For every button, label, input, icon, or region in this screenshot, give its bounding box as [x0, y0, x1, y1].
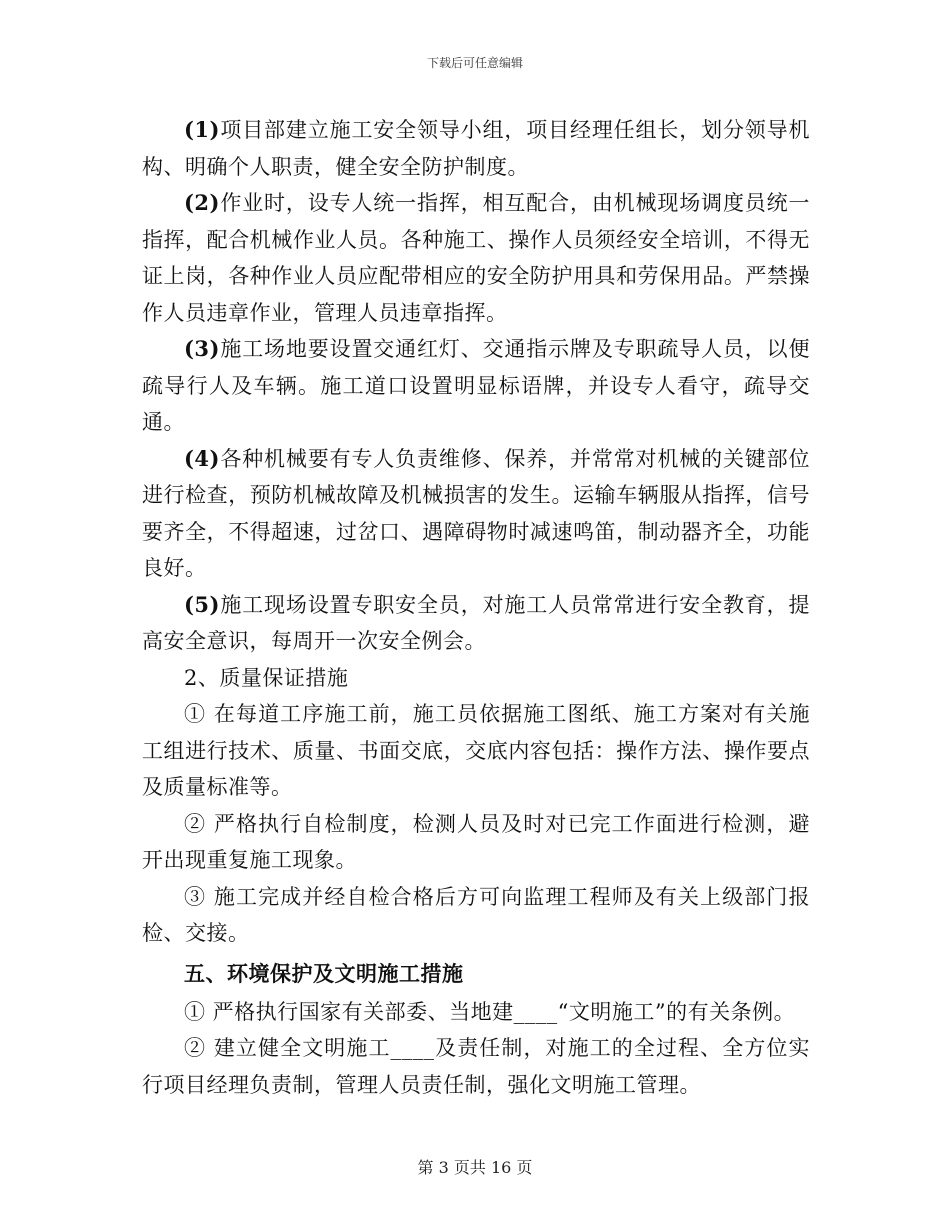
- paragraph-4: [142, 441, 810, 587]
- paragraph-text: ③ 施工完成并经自检合格后方可向监理工程师及有关上级部门报检、交接。: [142, 884, 810, 945]
- document-body: [142, 112, 810, 1103]
- paragraph-text: 项目部建立施工安全领导小组，项目经理任组长，划分领导机构、明确个人职责，健全安全防护制度。: [142, 118, 810, 179]
- paragraph-text: 施工现场设置专职安全员，对施工人员常常进行安全教育，提高安全意识，每周开一次安全例会。: [142, 592, 810, 653]
- quality-item-3: [142, 879, 810, 952]
- environment-item-2: [142, 1030, 810, 1103]
- item-number: (2): [184, 190, 220, 215]
- section-heading: 五、环境保护及文明施工措施: [184, 961, 464, 986]
- paragraph-text: ① 在每道工序施工前，施工员依据施工图纸、施工方案对有关施工组进行技术、质量、书面交底，交底内容包括：操作方法、操作要点及质量标准等。: [142, 702, 810, 799]
- paragraph-5: [142, 587, 810, 660]
- item-number: (4): [184, 445, 220, 471]
- paragraph-text: 2、质量保证措施: [184, 665, 349, 690]
- paragraph-text: 各种机械要有专人负责维修、保养，并常常对机械的关键部位进行检查，预防机械故障及机械损害的发生。运输车辆服从指挥，信号要齐全，不得超速，过岔口、遇障碍物时减速鸣笛，制动器齐全，功能良好。: [142, 446, 810, 580]
- quality-subheading: [142, 660, 810, 697]
- paragraph-text: ① 严格执行国家有关部委、当地建____“文明施工”的有关条例。: [184, 999, 796, 1024]
- paragraph-2: [142, 185, 810, 331]
- item-number: (3): [184, 336, 220, 361]
- page-header: 下载后可任意编辑: [426, 56, 523, 70]
- paragraph-text: ② 严格执行自检制度，检测人员及时对已完工作面进行检测，避开出现重复施工现象。: [142, 811, 810, 872]
- environment-item-1: [142, 994, 810, 1031]
- quality-item-1: [142, 696, 810, 806]
- paragraph-text: 作业时，设专人统一指挥，相互配合，由机械现场调度员统一指挥，配合机械作业人员。各种施工、操作人员须经安全培训，不得无证上岗，各种作业人员应配带相应的安全防护用具和劳保用品。严禁操作人员违章作业，管理人员违章指挥。: [142, 191, 810, 325]
- page-number-footer: 第 3 页共 16 页: [417, 1158, 533, 1177]
- paragraph-3: [142, 331, 810, 441]
- quality-item-2: [142, 806, 810, 879]
- item-number: (1): [184, 117, 220, 142]
- item-number: (5): [184, 591, 220, 617]
- paragraph-text: 施工场地要设置交通红灯、交通指示牌及专职疏导人员，以便疏导行人及车辆。施工道口设置明显标语牌，并设专人看守，疏导交通。: [142, 337, 810, 434]
- paragraph-1: [142, 112, 810, 185]
- paragraph-text: ② 建立健全文明施工____及责任制，对施工的全过程、全方位实行项目经理负责制，管理人员责任制，强化文明施工管理。: [142, 1036, 810, 1097]
